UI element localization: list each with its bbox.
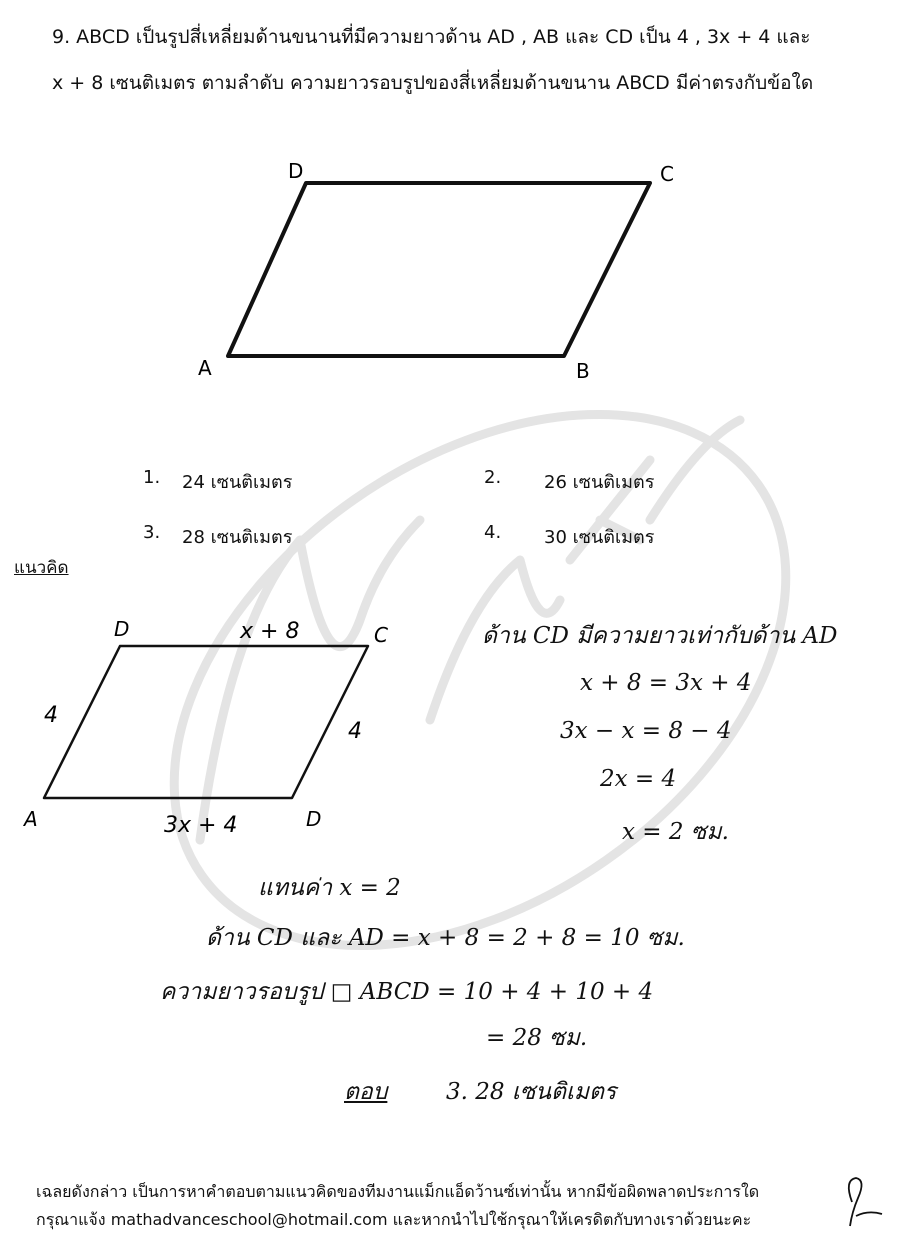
work-line: ความยาวรอบรูป □ ABCD = 10 + 4 + 10 + 4 <box>160 979 654 1005</box>
choice-number: 2. <box>484 467 502 488</box>
solution-heading: แนวคิด <box>14 558 69 578</box>
side-label-right: 4 <box>348 719 362 744</box>
parallelogram-shape <box>228 183 650 356</box>
work-line: 3x − x = 8 − 4 <box>560 718 732 744</box>
answer-value: 3. 28 เซนติเมตร <box>446 1079 617 1105</box>
work-line: แทนค่า x = 2 <box>258 875 401 901</box>
work-line: x = 2 ซม. <box>622 819 729 845</box>
side-label-left: 4 <box>44 703 58 728</box>
vertex-label-d: D <box>114 617 130 641</box>
choice-number: 4. <box>484 522 502 543</box>
choice-text: 24 เซนติเมตร <box>182 472 293 493</box>
work-line: ด้าน CD มีความยาวเท่ากับด้าน AD <box>482 623 838 649</box>
work-line: x + 8 = 3x + 4 <box>580 670 752 696</box>
vertex-label-c: C <box>374 623 388 647</box>
footer-line-1: เฉลยดังกล่าว เป็นการหาคำตอบตามแนวคิดของทีมงานแม็กแอ็ดว้านซ์เท่านั้น หากมีข้อผิดพลาดประการใด <box>36 1182 760 1201</box>
choice-text: 30 เซนติเมตร <box>544 527 655 548</box>
footer-line-2: กรุณาแจ้ง mathadvanceschool@hotmail.com และหากนำไปใช้กรุณาให้เครดิตกับทางเราด้วยนะคะ <box>36 1210 752 1229</box>
choice-number: 1. <box>143 467 161 488</box>
question-line-2: x + 8 เซนติเมตร ตามลำดับ ความยาวรอบรูปของสี่เหลี่ยมด้านขนาน ABCD มีค่าตรงกับข้อใด <box>52 72 814 94</box>
vertex-label-bottom-right: D <box>306 807 322 831</box>
work-line: 2x = 4 <box>600 766 677 792</box>
side-label-bottom: 3x + 4 <box>164 813 238 838</box>
vertex-label-a: A <box>198 356 212 380</box>
vertex-label-d: D <box>288 159 304 183</box>
choice-text: 26 เซนติเมตร <box>544 472 655 493</box>
answer-label: ตอบ <box>344 1079 388 1105</box>
signature <box>838 1172 886 1232</box>
choice-text: 28 เซนติเมตร <box>182 527 293 548</box>
vertex-label-a: A <box>24 807 38 831</box>
choice-number: 3. <box>143 522 161 543</box>
solution-parallelogram <box>44 646 368 798</box>
question-line-1: 9. ABCD เป็นรูปสี่เหลี่ยมด้านขนานที่มีความยาวด้าน AD , AB และ CD เป็น 4 , 3x + 4 และ <box>52 26 811 48</box>
side-label-top: x + 8 <box>240 619 300 644</box>
solution-figure <box>0 610 460 840</box>
vertex-label-b: B <box>576 359 590 383</box>
vertex-label-c: C <box>660 162 674 186</box>
parallelogram-figure <box>0 150 900 390</box>
work-line: ด้าน CD และ AD = x + 8 = 2 + 8 = 10 ซม. <box>206 925 685 951</box>
work-line: = 28 ซม. <box>486 1025 588 1051</box>
